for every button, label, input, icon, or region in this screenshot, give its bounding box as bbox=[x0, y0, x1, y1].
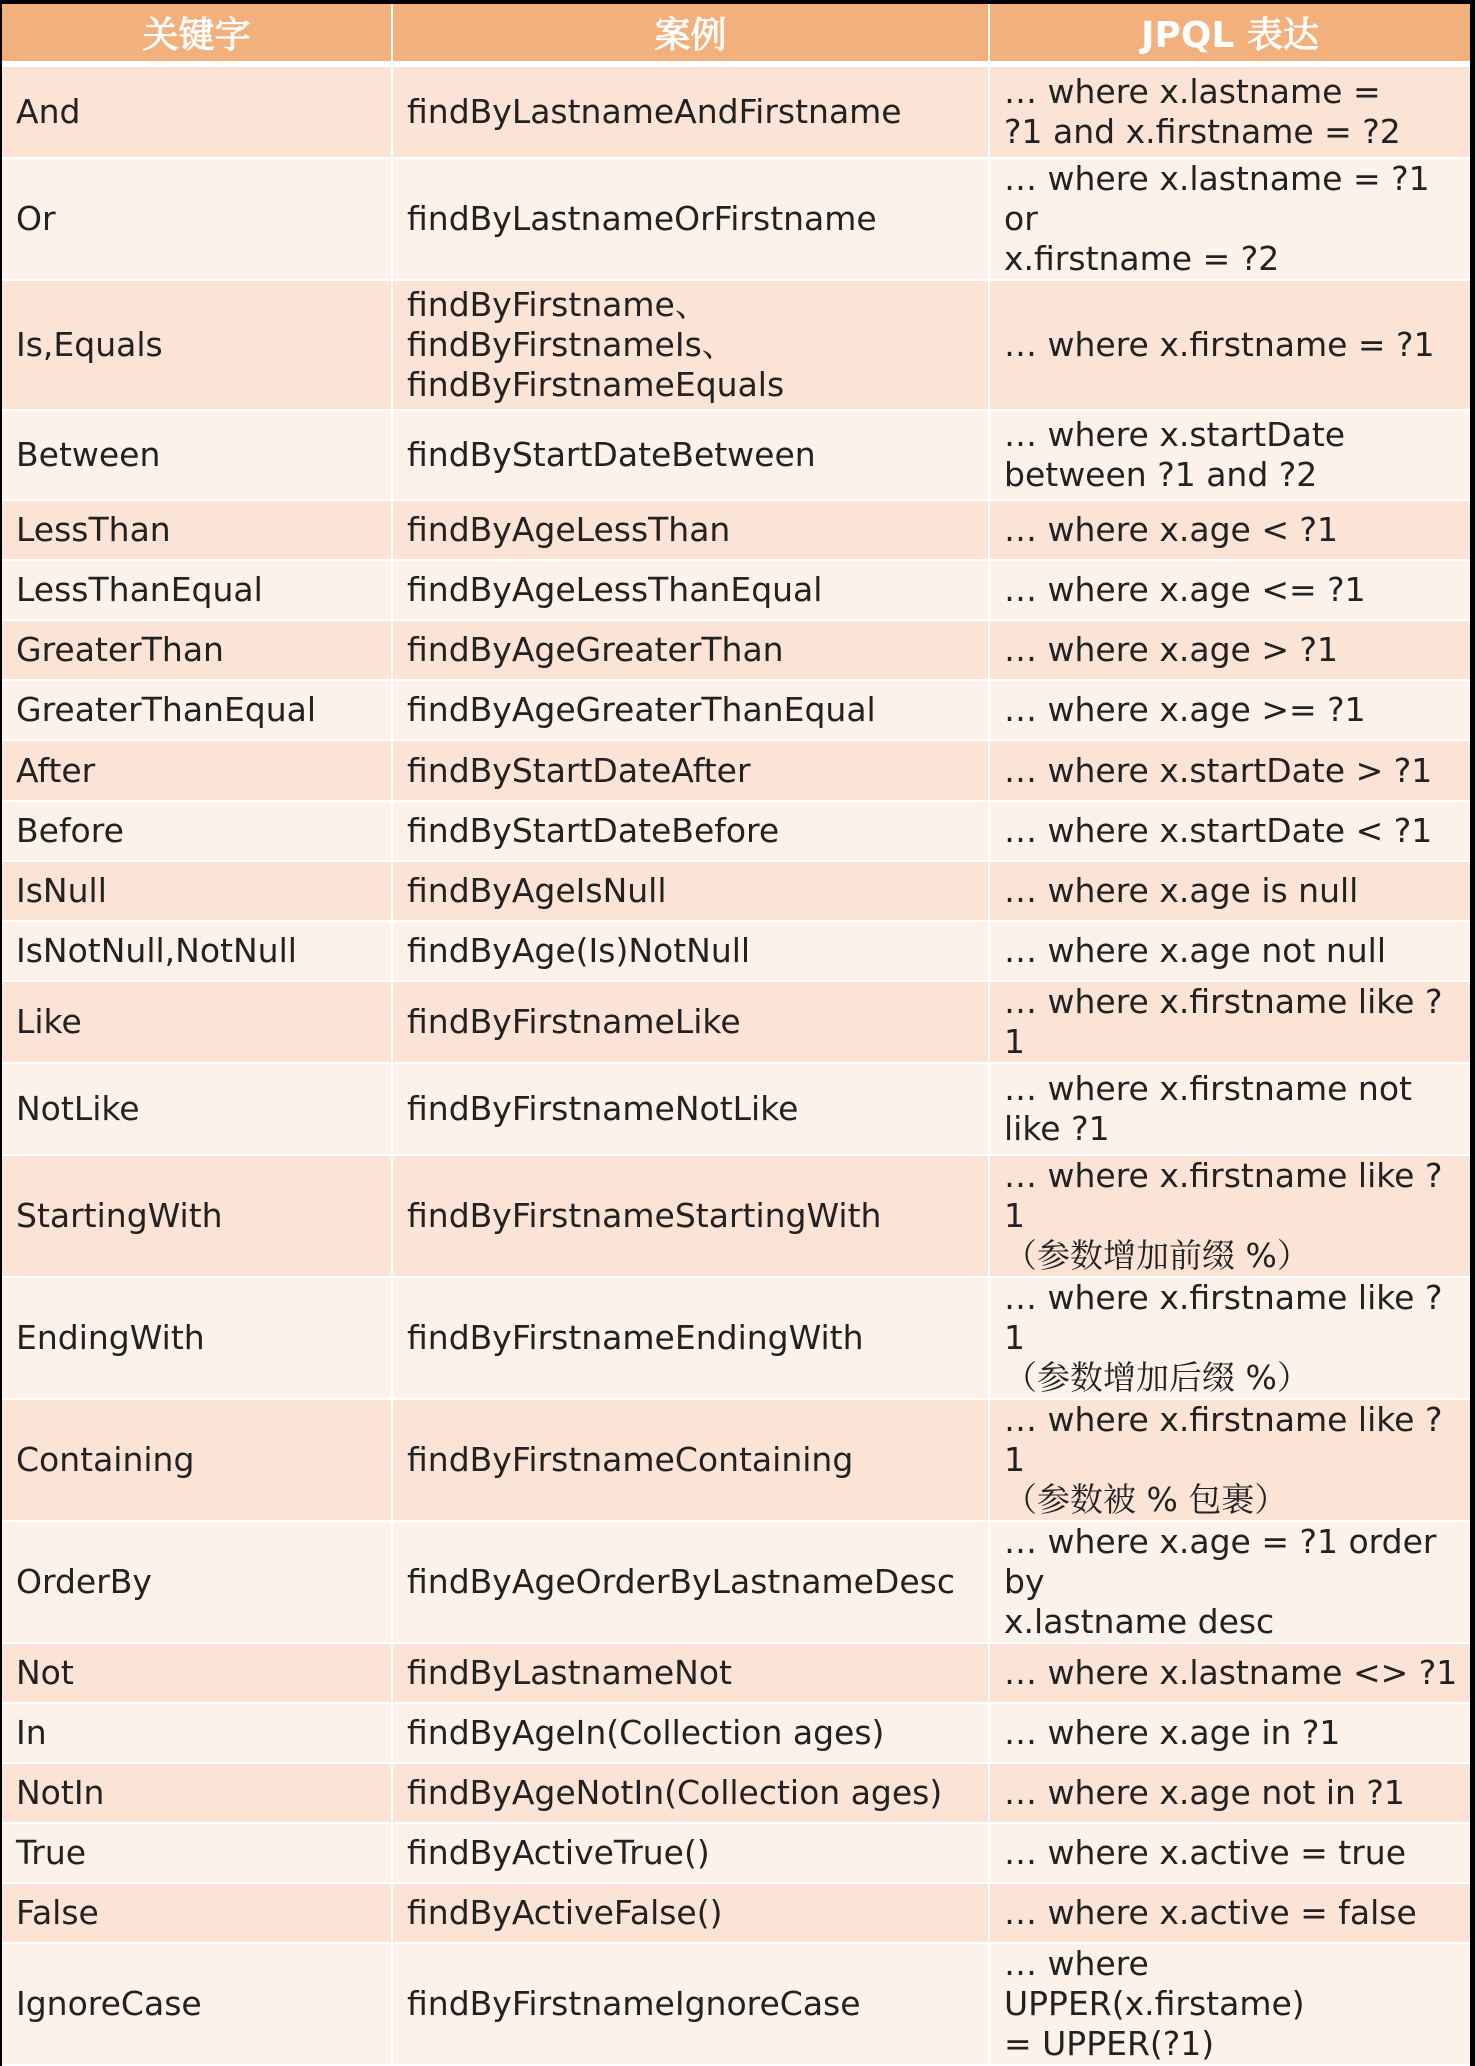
header-row bbox=[2, 4, 1470, 67]
table-row bbox=[2, 741, 1470, 802]
example-cell: findByAgeGreaterThanEqual bbox=[393, 681, 990, 741]
example-cell: findByLastnameAndFirstname bbox=[393, 67, 990, 159]
jpql-cell: … where x.startDate between ?1 and ?2 bbox=[990, 411, 1470, 501]
keyword-cell: Not bbox=[2, 1644, 393, 1704]
keyword-cell: Like bbox=[2, 982, 393, 1064]
table-row bbox=[2, 862, 1470, 922]
example-cell: findByFirstnameIgnoreCase bbox=[393, 1944, 990, 2066]
keyword-cell: LessThanEqual bbox=[2, 561, 393, 621]
example-cell: findByActiveTrue() bbox=[393, 1824, 990, 1884]
table-row bbox=[2, 1884, 1470, 1944]
example-cell: findByFirstnameNotLike bbox=[393, 1064, 990, 1156]
table-row bbox=[2, 1764, 1470, 1824]
keyword-cell: EndingWith bbox=[2, 1278, 393, 1400]
keyword-cell: True bbox=[2, 1824, 393, 1884]
keyword-cell: Or bbox=[2, 159, 393, 281]
example-cell: findByFirstnameLike bbox=[393, 982, 990, 1064]
table-row bbox=[2, 561, 1470, 621]
table-row bbox=[2, 681, 1470, 741]
example-cell: findByAgeLessThan bbox=[393, 501, 990, 561]
example-cell: findByAge(Is)NotNull bbox=[393, 922, 990, 982]
keyword-cell: Is,Equals bbox=[2, 281, 393, 411]
jpql-keyword-table bbox=[2, 4, 1470, 2066]
table-row bbox=[2, 501, 1470, 561]
example-cell: findByStartDateBetween bbox=[393, 411, 990, 501]
table-row bbox=[2, 922, 1470, 982]
jpql-cell: … where x.age = ?1 order by x.lastname desc bbox=[990, 1522, 1470, 1644]
table-row bbox=[2, 1944, 1470, 2066]
jpql-cell: … where x.startDate < ?1 bbox=[990, 802, 1470, 862]
table-row bbox=[2, 1824, 1470, 1884]
jpql-cell: … where x.active = false bbox=[990, 1884, 1470, 1944]
jpql-cell: … where x.age < ?1 bbox=[990, 501, 1470, 561]
jpql-cell: … where x.firstname not like ?1 bbox=[990, 1064, 1470, 1156]
example-cell: findByAgeIsNull bbox=[393, 862, 990, 922]
header-keyword: 关键字 bbox=[2, 4, 393, 67]
jpql-cell: … where x.age not null bbox=[990, 922, 1470, 982]
example-cell: findByFirstname、 findByFirstnameIs、 findByFirstnameEquals bbox=[393, 281, 990, 411]
table-row bbox=[2, 159, 1470, 281]
keyword-cell: IsNull bbox=[2, 862, 393, 922]
keyword-cell: In bbox=[2, 1704, 393, 1764]
table-row bbox=[2, 1156, 1470, 1278]
jpql-cell: … where x.age >= ?1 bbox=[990, 681, 1470, 741]
header-example: 案例 bbox=[393, 4, 990, 67]
jpql-cell: … where x.firstname = ?1 bbox=[990, 281, 1470, 411]
keyword-cell: Between bbox=[2, 411, 393, 501]
jpql-cell: … where x.lastname <> ?1 bbox=[990, 1644, 1470, 1704]
table-row bbox=[2, 1064, 1470, 1156]
jpql-cell: … where x.age not in ?1 bbox=[990, 1764, 1470, 1824]
table-row bbox=[2, 67, 1470, 159]
keyword-cell: After bbox=[2, 741, 393, 802]
jpql-cell: … where x.firstname like ?1 （参数被 % 包裹） bbox=[990, 1400, 1470, 1522]
example-cell: findByActiveFalse() bbox=[393, 1884, 990, 1944]
keyword-cell: Before bbox=[2, 802, 393, 862]
table-row bbox=[2, 1522, 1470, 1644]
jpql-cell: … where x.firstname like ?1 bbox=[990, 982, 1470, 1064]
table-row bbox=[2, 982, 1470, 1064]
jpql-cell: … where x.age in ?1 bbox=[990, 1704, 1470, 1764]
keyword-cell: False bbox=[2, 1884, 393, 1944]
keyword-cell: And bbox=[2, 67, 393, 159]
example-cell: findByAgeIn(Collection ages) bbox=[393, 1704, 990, 1764]
example-cell: findByAgeLessThanEqual bbox=[393, 561, 990, 621]
example-cell: findByAgeOrderByLastnameDesc bbox=[393, 1522, 990, 1644]
example-cell: findByStartDateBefore bbox=[393, 802, 990, 862]
keyword-cell: OrderBy bbox=[2, 1522, 393, 1644]
table-header bbox=[2, 4, 1470, 67]
jpql-cell: … where x.firstname like ?1 （参数增加前缀 %） bbox=[990, 1156, 1470, 1278]
example-cell: findByAgeNotIn(Collection ages) bbox=[393, 1764, 990, 1824]
jpql-cell: … where x.age is null bbox=[990, 862, 1470, 922]
header-jpql: JPQL 表达 bbox=[990, 4, 1470, 67]
table-row bbox=[2, 1644, 1470, 1704]
jpql-cell: … where UPPER(x.firstame) = UPPER(?1) bbox=[990, 1944, 1470, 2066]
jpql-cell: … where x.firstname like ?1 （参数增加后缀 %） bbox=[990, 1278, 1470, 1400]
example-cell: findByStartDateAfter bbox=[393, 741, 990, 802]
keyword-cell: GreaterThanEqual bbox=[2, 681, 393, 741]
jpql-cell: … where x.age > ?1 bbox=[990, 621, 1470, 681]
keyword-cell: GreaterThan bbox=[2, 621, 393, 681]
jpql-cell: … where x.lastname = ?1 and x.firstname = ?2 bbox=[990, 67, 1470, 159]
jpql-cell: … where x.startDate > ?1 bbox=[990, 741, 1470, 802]
keyword-cell: IgnoreCase bbox=[2, 1944, 393, 2066]
example-cell: findByFirstnameEndingWith bbox=[393, 1278, 990, 1400]
keyword-cell: IsNotNull,NotNull bbox=[2, 922, 393, 982]
keyword-cell: NotIn bbox=[2, 1764, 393, 1824]
table-row bbox=[2, 1400, 1470, 1522]
keyword-cell: StartingWith bbox=[2, 1156, 393, 1278]
table-row bbox=[2, 621, 1470, 681]
keyword-cell: LessThan bbox=[2, 501, 393, 561]
example-cell: findByAgeGreaterThan bbox=[393, 621, 990, 681]
keyword-cell: Containing bbox=[2, 1400, 393, 1522]
table-row bbox=[2, 281, 1470, 411]
table-row bbox=[2, 802, 1470, 862]
jpql-cell: … where x.age <= ?1 bbox=[990, 561, 1470, 621]
jpql-cell: … where x.active = true bbox=[990, 1824, 1470, 1884]
table-row bbox=[2, 411, 1470, 501]
keyword-cell: NotLike bbox=[2, 1064, 393, 1156]
example-cell: findByFirstnameContaining bbox=[393, 1400, 990, 1522]
example-cell: findByLastnameNot bbox=[393, 1644, 990, 1704]
table-row bbox=[2, 1704, 1470, 1764]
example-cell: findByLastnameOrFirstname bbox=[393, 159, 990, 281]
jpql-cell: … where x.lastname = ?1 or x.firstname = ?2 bbox=[990, 159, 1470, 281]
table-row bbox=[2, 1278, 1470, 1400]
table-body bbox=[2, 67, 1470, 2066]
example-cell: findByFirstnameStartingWith bbox=[393, 1156, 990, 1278]
